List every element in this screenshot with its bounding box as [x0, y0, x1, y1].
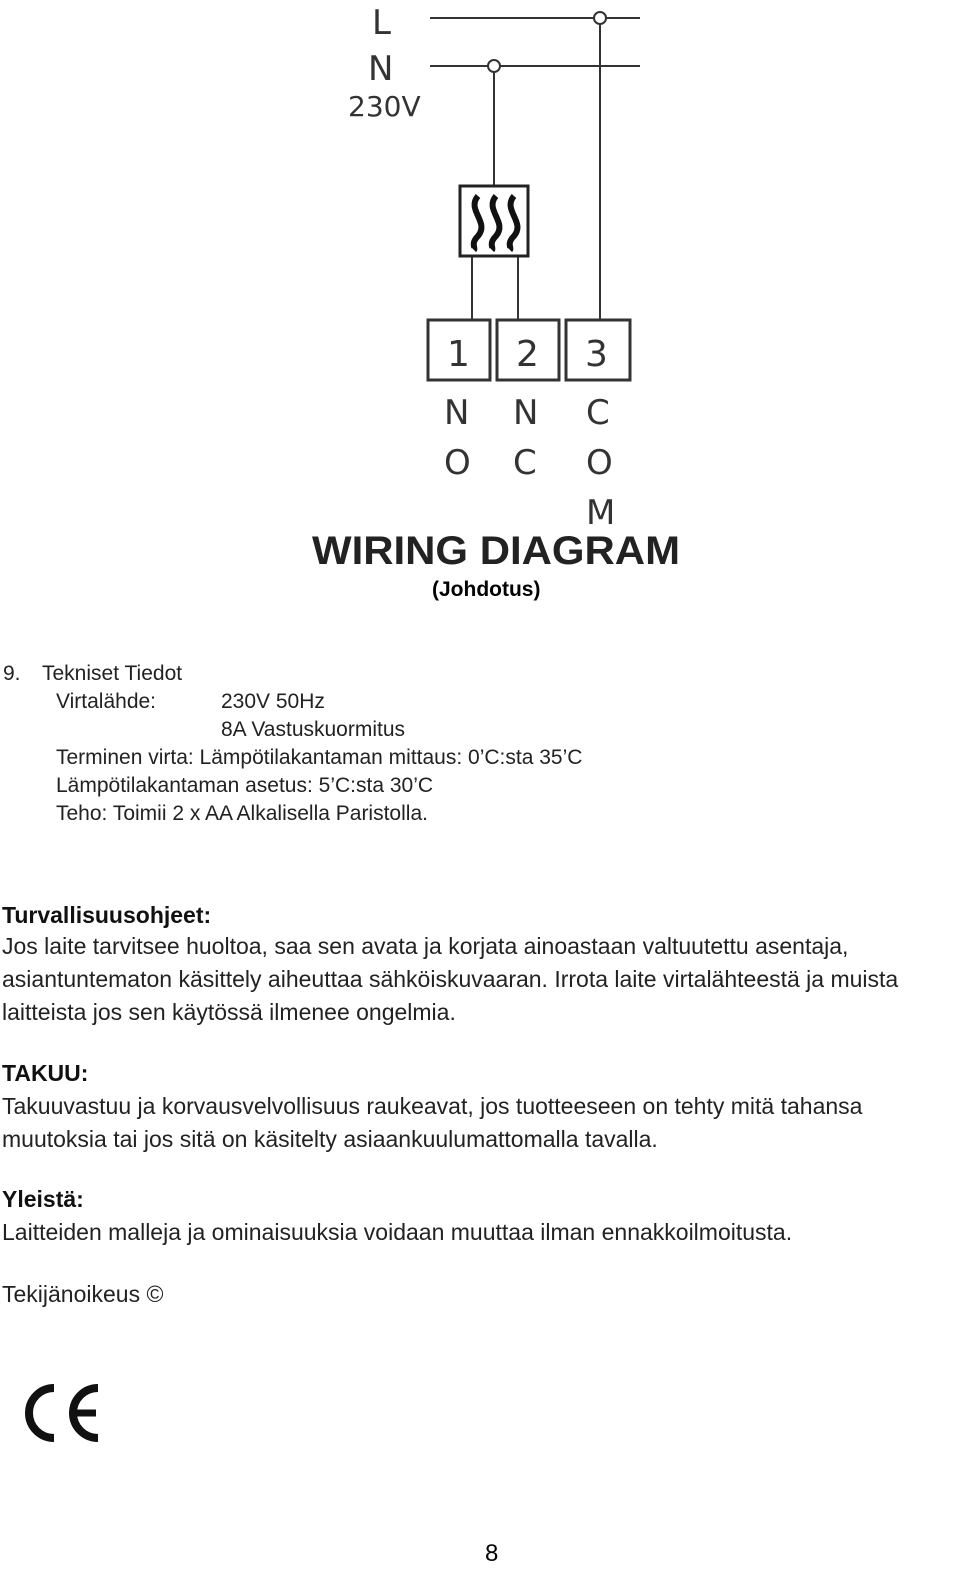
- terminal-2-number: 2: [516, 334, 539, 375]
- page-number: 8: [485, 1540, 499, 1567]
- terminal-1-label-bottom: O: [444, 443, 471, 483]
- warranty-text: Takuuvastuu ja korvausvelvollisuus raukeavat, jos tuotteeseen on tehty mitä tahansa muutoksia tai jos sitä on käsitelty asiaankuulumattomalla tavalla.: [2, 1093, 863, 1152]
- load-value: 8A Vastuskuormitus: [221, 718, 406, 741]
- wiring-diagram: [0, 0, 960, 600]
- terminal-2-label-bottom: C: [513, 443, 537, 483]
- ce-mark-icon: [16, 1382, 106, 1444]
- line-l-label: L: [372, 3, 391, 43]
- heater-icon: [460, 186, 528, 256]
- supply-lines: [430, 18, 640, 320]
- general-text: Laitteiden malleja ja ominaisuuksia voidaan muuttaa ilman ennakkoilmoitusta.: [2, 1219, 793, 1245]
- diagram-title: WIRING DIAGRAM: [312, 529, 680, 573]
- line-n-label: N: [368, 49, 394, 89]
- power-label: Virtalähde:: [56, 690, 157, 713]
- terminal-block: [428, 320, 630, 380]
- terminal-3-label-middle: O: [586, 443, 613, 483]
- spec-setting-range: Lämpötilakantaman asetus: 5’C:sta 30’C: [56, 774, 434, 797]
- diagram-caption: (Johdotus): [432, 578, 541, 601]
- terminal-2-label-top: N: [513, 393, 539, 433]
- warranty-heading: TAKUU:: [2, 1060, 89, 1086]
- power-value: 230V 50Hz: [221, 690, 325, 713]
- terminal-3-number: 3: [585, 334, 608, 375]
- spec-battery: Teho: Toimii 2 x AA Alkalisella Paristolla.: [56, 802, 428, 825]
- general-heading: Yleistä:: [2, 1186, 84, 1212]
- specs-number: 9.: [3, 662, 21, 685]
- junction-l: [594, 12, 606, 24]
- terminal-1-number: 1: [447, 334, 470, 375]
- safety-heading: Turvallisuusohjeet:: [2, 902, 212, 928]
- copyright-text: Tekijänoikeus ©: [2, 1281, 164, 1307]
- spec-thermal: Terminen virta: Lämpötilakantaman mittaus: 0’C:sta 35’C: [56, 746, 583, 769]
- terminal-1-label-top: N: [444, 393, 470, 433]
- terminal-3-label-bottom: M: [586, 493, 616, 533]
- terminal-3-label-top: C: [586, 393, 610, 433]
- specs-title: Tekniset Tiedot: [42, 662, 183, 685]
- safety-text: Jos laite tarvitsee huoltoa, saa sen avata ja korjata ainoastaan valtuutettu asentaja, asiantuntematon käsittely aiheuttaa sähköiskuvaaran. Irrota laite virtalähteestä ja muista laitteista jos sen käytössä ilmenee ongelmia.: [2, 933, 899, 1025]
- specs-section: [0, 660, 960, 840]
- junction-n: [488, 60, 500, 72]
- voltage-label: 230V: [348, 90, 421, 123]
